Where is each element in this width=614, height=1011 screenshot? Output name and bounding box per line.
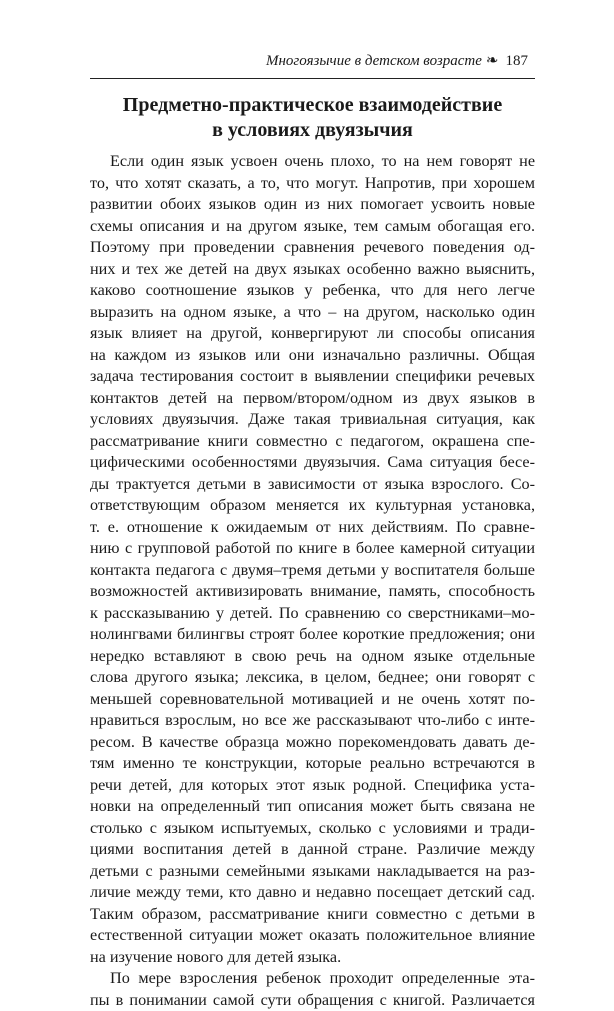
- text-line: рассматривание книги совместно с педагогом, окрашена спе-: [90, 431, 535, 453]
- text-line: нолингвами билингвы строят более короткие предложения; они: [90, 624, 535, 646]
- text-line: естественной ситуации может оказать положительное влияние: [90, 925, 535, 947]
- text-line: тям именно те конструкции, которые реально встречаются в: [90, 753, 535, 775]
- text-line: развитии обоих языков один из них помогает усвоить новые: [90, 194, 535, 216]
- text-line: слова другого языка; лексика, в целом, беднее; они говорят с: [90, 667, 535, 689]
- paragraph: [90, 968, 535, 1011]
- text-line: новки на определенный тип описания может быть связана не: [90, 796, 535, 818]
- text-line: ресом. В качестве образца можно порекомендовать давать де-: [90, 732, 535, 754]
- text-line: пы в понимании самой сути обращения с книгой. Различается: [90, 990, 535, 1011]
- text-line: столько с языком испытуемых, сколько с условиями и тради-: [90, 818, 535, 840]
- running-head-title: Многоязычие в детском возрасте: [266, 53, 482, 69]
- text-line: меньшей соревновательной мотивацией и не очень хотят по-: [90, 689, 535, 711]
- text-line: циями воспитания детей в данной стране. Различие между: [90, 839, 535, 861]
- text-line: цифическими особенностями двуязычия. Сама ситуация бесе-: [90, 452, 535, 474]
- text-line: нередко вставляют в свою речь на одном языке отдельные: [90, 646, 535, 668]
- text-line: ды трактуется детьми в зависимости от языка взрослого. Со-: [90, 474, 535, 496]
- text-line: каково соотношение языков у ребенка, что для него легче: [90, 280, 535, 302]
- text-line: выразить на одном языке, а что – на другом, насколько один: [90, 302, 535, 324]
- text-line: Таким образом, рассматривание книги совместно с детьми в: [90, 904, 535, 926]
- text-line: Поэтому при проведении сравнения речевого поведения од-: [90, 237, 535, 259]
- text-line: контакта педагога с двумя–тремя детьми у воспитателя больше: [90, 560, 535, 582]
- text-line: личие между теми, кто давно и недавно посещает детский сад.: [90, 882, 535, 904]
- text-line: на изучение нового для детей языка.: [90, 947, 535, 969]
- text-line: на каждом из языков или они изначально различны. Общая: [90, 345, 535, 367]
- text-line: нию с групповой работой по книге в более камерной ситуации: [90, 538, 535, 560]
- paragraph: [90, 151, 535, 968]
- text-line: к рассказыванию у детей. По сравнению со сверстниками–мо-: [90, 603, 535, 625]
- text-line: возможностей активизировать внимание, память, способность: [90, 581, 535, 603]
- text-line: условиях двуязычия. Даже такая тривиальная ситуация, как: [90, 409, 535, 431]
- body-text: [90, 151, 535, 1011]
- header-rule: [90, 78, 535, 79]
- running-head: [0, 52, 528, 70]
- section-heading-line: в условиях двуязычия: [90, 118, 535, 143]
- text-line: По мере взросления ребенок проходит определенные эта-: [90, 968, 535, 990]
- text-line: ответствующим образом меняется их культурная установка,: [90, 495, 535, 517]
- text-line: язык влияет на другой, конвергируют ли способы описания: [90, 323, 535, 345]
- text-line: Если один язык усвоен очень плохо, то на нем говорят не: [90, 151, 535, 173]
- text-line: контактов детей на первом/втором/одном из двух языков в: [90, 388, 535, 410]
- text-line: схемы описания и на другом языке, тем самым обогащая его.: [90, 216, 535, 238]
- text-line: то, что хотят сказать, а то, что могут. Напротив, при хорошем: [90, 173, 535, 195]
- text-line: задача тестирования состоит в выявлении специфики речевых: [90, 366, 535, 388]
- ornament-icon: ❧: [486, 53, 499, 69]
- text-line: них и тех же детей на двух языках особенно важно выяснить,: [90, 259, 535, 281]
- page-number: 187: [506, 53, 529, 69]
- text-line: речи детей, для которых этот язык родной. Специфика уста-: [90, 775, 535, 797]
- section-heading-line: Предметно-практическое взаимодействие: [90, 93, 535, 118]
- section-heading: [90, 93, 535, 143]
- text-line: т. е. отношение к ожидаемым от них действиям. По сравне-: [90, 517, 535, 539]
- text-line: нравиться взрослым, но все же рассказывают что-либо с инте-: [90, 710, 535, 732]
- text-line: детьми с разными семейными языками накладывается на раз-: [90, 861, 535, 883]
